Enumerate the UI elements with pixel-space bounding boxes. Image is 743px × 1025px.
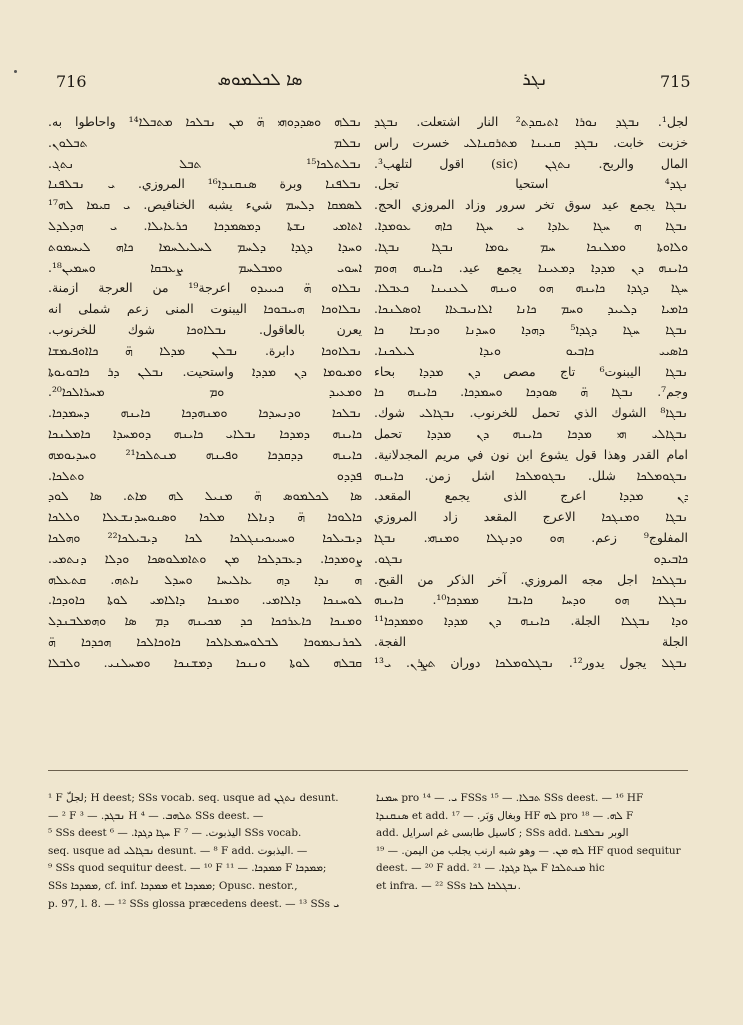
- text-line: ܢܒܠܦܢܐ وبرة ܣܢܩܢܕܐ¹⁶ المروزي. ܝ ܢܒܠܦܢܐ: [48, 176, 362, 192]
- footnote-line: ⁵ SSs deest ܚܓܐ ܕܓܕܐ. — ⁶ F اليذبوت. — ⁷ SSs vocab.: [48, 827, 302, 840]
- margin-dot: [14, 70, 17, 73]
- text-line: ܢܒܓܐ ܚܓܐ ܕܓܕܐ⁵ ܕܗܕܐ ܘܚܕܢܐ ܘܕܢܫܐ ܟܐ: [374, 321, 688, 337]
- right-footnotes: [376, 790, 686, 896]
- text-line: ܘܚܕܐ ܕܓܕܐ ܕܠܚܡ ܠܚܠܝܠܚܡܐ ܟܐܗ ܠܝܚܡܘܬ: [48, 238, 362, 254]
- text-line: ܟܐܣܝܝ ܟܐܒܝܘ ܘܝܕܐ ܠܝܠܟܢܐ.: [374, 342, 688, 358]
- text-line: ܢܒܓܐ يجمع عيد سوق تخر سرور وزاد المروزي الحج.: [374, 197, 688, 213]
- text-line: ܠܘܚܢܟܐ ܕܐܠܐܡܝ. ܘܡܢܟܐ ܕܐܠܐܡܝ ܠܘܬܐ ܟܐܘܕܟܐ.: [48, 592, 362, 608]
- footnote-line: ⁹ SSs quod sequitur deest. — ¹⁰ F ܡܡܕܟܐ. — ¹¹ F ܡܡܕܟܐ;: [48, 862, 327, 875]
- text-line: يعرن بالعاقول. ܢܒܠܐܘܟܐ شوك للخرنوب.: [48, 321, 362, 337]
- footnote-line: ܠܗ ܡܢ. — وهو شبه ارنب يجلب من اليمن. — ¹⁹ HF quod sequitur: [376, 844, 681, 857]
- text-line: ܘܡܥܝܕ ܘܡ ܡܚܪܐܠܟܐ²⁰.: [48, 384, 362, 400]
- text-line: ܢܒܠܗ ܘܣܕܕܘܗܝ ܗ̈ ܡܢ ܢܒܠܟܐ ܡܬܒܠܐ¹⁴ واحاطوا به.: [48, 114, 362, 129]
- text-line: ܐܚܘܝ ܘܡܒܠܚܡ ܨܥܒܩܐ ܘܚܡܝܢ¹⁸.: [48, 259, 362, 275]
- text-line: ܟܐܝܢܗ ܕܢ ܡܕܕܐ ܕܡܥܝܢܐ يجمع عيد. ܟܐܝܢܗ ܗܘܡ: [374, 259, 688, 275]
- right-running-head: ܢܓܪ: [522, 70, 548, 90]
- text-line: ܢܓܕ⁴ استحيا تجل.: [374, 176, 688, 192]
- text-line: ܗ ܢܕܐ ܕܗ ܥܐܠܝܚܐ ܘܚܕܠ ܢܐܬܗ. ܩܬܥܠܗ: [48, 571, 362, 587]
- text-line: ܠܣܡܩܐ ܕܠܚܡ شيء يشبه الخنافيص. ܝ ܩܝܡܐ ܠܗ¹⁷: [48, 197, 362, 213]
- text-line: ܟܐܡܝܐ ܕܠܝܝܕ ܘܚܡ ܟܐܢܐ ܐܠܐܢܝܒܥܐܐ ܐܘܣܠܢܟܐ.: [374, 301, 688, 317]
- footnote-line: p. 97, l. 8. — ¹² SSs glossa præcedens deest. — ¹³ SSs ܝ: [48, 897, 340, 910]
- text-line: ܢܒܠܟܐ ܘܕܢܚܕܟܐ ܘܡܢܗܕܟܐ ܟܐܝܢܗ ܕܚܡܕܟܐ.: [48, 405, 362, 421]
- text-line: ܢܒܓܐ ܘܡܢܓܟܐ الاعرج المقعد زاد المروزي: [374, 509, 688, 525]
- text-line: ܢܒܓܐܠܝ ܗܝ ܡܕܟܐ ܟܐܝܢܗ ܕܢ ܡܕܕܐ تحمل: [374, 425, 688, 441]
- text-line: ܢܒܓܠܟܐ اجل مجه المروزي. آخر الذكر من القبح.: [374, 571, 688, 587]
- text-line: ܢܒܠܬܠܟܐ¹⁵ ܬܒܠ ܢܬܓ.: [48, 155, 362, 171]
- text-line: ܣܐ ܠܟܠܡܘܣ ܗ̈ ܡܢܝܠ ܠܗ ܡܐܬ. ܣܐ ܠܘܕ: [48, 488, 362, 504]
- right-text-column: [374, 112, 688, 674]
- text-line: ܢܒܠܐܘܟܐ دابرة. ܢܒܠܢ ܡܕܠܐ ܗ̈ ܟܐܐܘܦܝܡܫܐ: [48, 342, 362, 358]
- text-line: ܢܒܓܘܡܠܟܐ شلل. ܢܒܓܘܡܠܟܐ اشل زمن. ܟܐܝܢܗ: [374, 467, 688, 483]
- footnote-line: SSs ܡܡܕܟܐ, cf. inf. ܡܡܕܟܐ et ܡܡܕܟܐ; Opusc. nestor.,: [48, 879, 298, 892]
- text-line: ܢܒܓܐ اليبنوت⁶ تاج مصص ܕܢ ܡܕܕܐ بحاء: [374, 363, 688, 379]
- footnote-line: ܣܢܩܢܕܐ et add. وبغال وَبَر. — ¹⁷ HF ܠܗ pro ܠܗ. — ¹⁸ F: [376, 809, 634, 822]
- text-line: ܨܘܡܕܟܐ. ܕܥܒܕܠܟܐ ܡܢ ܘܬܐܡܠܘܣܟܐ ܘܕܠܐ ܕܢܬܡܝ.: [48, 550, 362, 566]
- text-line: لجل¹. ܢܒܓܕ ܢܘܪܐ ܐܬܝܩܕܬ² النار اشتعلت. ܢܒܓܕ: [374, 114, 688, 129]
- text-line: ܘܡܢܟܐ ܟܐܥܪܟܟܐ ܟܕ ܡܟܝܢܗ ܕܡ ܣܐ ܘܗܡܠܒܢܕܠ: [48, 613, 362, 629]
- text-line: ܟܐܒܝܕܘ ܢܒܓܘ.: [374, 550, 688, 566]
- footnote-line: ¹ F لجلّ; H deest; SSs vocab. seq. usque ad ܢܬܓܢ desunt.: [48, 792, 339, 804]
- left-page-number: 716: [56, 72, 87, 91]
- text-line: الجلة الفجة.: [374, 633, 688, 649]
- text-line: ܘܡܝܘܡܐ ܕܢ ܡܕܕܐ واستحيت. ܢܒܠܢ ܕܪ ܟܐܒܘܝܘܬܐ: [48, 363, 362, 379]
- text-line: المال والربح. ܢܬܓܢ (sic) اقول لتلهب³.: [374, 155, 688, 171]
- text-line: ܚܓܐ ܕܓܕܐ ܟܐܝܢܗ ܗܘ ܘܝܢܗ ܠܥܢܝܢܐ ܟܥܒܠܐ.: [374, 280, 688, 296]
- text-line: ܕܢ ܡܕܕܐ اعرج الذى يجمع المقعد.: [374, 488, 688, 504]
- text-line: وجم⁷. ܢܒܓܐ ܗ̈ ܣܘܕܟܐ ܘܚܡܕܟܐ. ܟܐܝܢܗ ܟܐ: [374, 384, 688, 400]
- text-line: ܢܒܓܐ ܗ ܚܓܐ ܥܐܕܐ ܝ ܚܓܐ ܟܐܗ ܥܘܡܕܐ.: [374, 217, 688, 233]
- text-line: ܢܒܠܐܘܟܐ ܗܝܝܒܘܟܐ اليبنوت المنى زعم شملى انه: [48, 301, 362, 317]
- text-line: ܘܠܐܘܬܐ ܘܡܠܢܟܐ ܚܡ ܝܘܡܐ ܢܒܓܐ ܢܒܓܐ.: [374, 238, 688, 254]
- text-line: امام القدر وهذا قول يشوع ابن نون في مريم المجدلانية.: [374, 446, 688, 462]
- text-line: ܩܒܠܗ ܠܘܬܐ ܘܢܢܟܐ ܕܡܫܢܟܐ ܘܡܚܠܢܝ. ܘܠܒܠܐ: [48, 654, 362, 670]
- footnote-line: seq. usque ad ܢܒܓܐܠܝ desunt. — ⁸ F add. اليذبوت. —: [48, 844, 308, 857]
- text-line: ܢܒܠܐܘ ܗ̈ ܟܝܝܝܕܘ اعرجة¹⁹ من العرجة ازمنة.: [48, 280, 362, 296]
- text-line: خزبت خابت. ܢܒܓܕ ܩܢܝܢܐ ܡܬܪܩܢܐܠܝ خسرت راس: [374, 134, 688, 150]
- text-line: ܢܒܓܠ يجول يدور¹². ܢܒܓܠܘܡܠܟܐ دوران ܬܨܪܢ. ܝ¹³: [374, 654, 688, 670]
- footnote-line: et infra. — ²² SSs ܢܒܓܠܟܐ ܠܟܐ.: [376, 879, 521, 892]
- footnote-line: — ² F ܢܒܓܕ. — ³ H ܬܠܗܒ. — ⁴ SSs deest. —: [48, 809, 264, 822]
- left-running-head: ܣܐ ܠܟܠܡܘܣ: [217, 70, 303, 90]
- footnote-line: deest. — ²⁰ F add. ܚܓܐ ܕܓܕܐ. — ²¹ F ܡܢܬܠܟܐ hic: [376, 862, 605, 875]
- footnote-line: ܚܡܢܐ pro ܝ. — ¹⁴ FSSs ܬܒܠܐ. — ¹⁵ SSs deest. — ¹⁶ HF: [376, 792, 644, 804]
- text-line: ܟܐܝܢܗ ܕܕܩܕܟܐ ܘܦܝܢܗ ܡܢܬܠܟܐ²¹ ܘܚܕܝܘܡܗ: [48, 446, 362, 462]
- left-footnotes: [48, 790, 358, 913]
- footnote-line: add. كاسيل طابسى غم اسرايل ; SSs add. الوبر ܢܒܠܦܢܐ: [376, 827, 629, 840]
- text-line: ܘܕܐ ܢܒܓܠܐ الجلة. ܟܐܝܢܗ ܕܢ ܡܕܕܐ ܘܡܡܕܟܐ¹¹: [374, 613, 688, 629]
- left-text-column: [48, 112, 362, 674]
- text-line: المفلوج⁹ زعم. ܗܘ ܘܕܢܓܠܐ ܘܡܢܗܝ. ܢܒܓܐ: [374, 529, 688, 545]
- text-line: ܦܕܕܘ ܘܬܠܟܐ.: [48, 467, 362, 483]
- text-line: ܢܒܠܡ ܬܒܠܘܢ.: [48, 134, 362, 150]
- text-line: ܕܝܒܝܠܟܐ ܘܚܝܝܟܝܢܓܠܟܐ ܠܟܐ ܕܝܒܝܠܟܐ²² ܘܗܠܟܐ: [48, 529, 362, 545]
- footnote-divider: [48, 770, 688, 771]
- text-line: ܠܟܪܢܥܡܘܟܐ ܠܒܠܘܚܡܥܐܠܟܐ ܟܐܘܟܐܠܟܐ ܗܟܕܟܐ ܗ̈: [48, 633, 362, 649]
- text-line: ܢܒܓܐ⁸ الشوك الذي تحمل للخرنوب. ܢܒܓܐܠܝ شوك.: [374, 405, 688, 421]
- text-line: ܐܬܐܡܝ ܢܫܬܐ ܕܡܣܡܕܟܐ ܟܪܥܐܝܠܐ. ܝ ܗܕܠܕܠ: [48, 217, 362, 233]
- right-page-number: 715: [660, 72, 691, 91]
- text-line: ܟܐܝܢܗ ܕܡܕܟܐ ܢܒܠܐܝ ܟܐܝܢܗ ܕܘܡܚܕܐ ܟܐܡܠܢܟܐ: [48, 425, 362, 441]
- text-line: ܢܒܓܠܐ ܗܘ ܘܕܚܐ ܟܐܝܒܐ ܡܡܕܟܐ¹⁰. ܟܐܝܢܗ: [374, 592, 688, 608]
- text-line: ܟܐܠܘܟܐ ܗ̈ ܕܢܐܠܐ ܡܠܟܐ ܘܣܢܘܚܕܢܫܥܠܐ ܘܠܠܟܐ: [48, 509, 362, 525]
